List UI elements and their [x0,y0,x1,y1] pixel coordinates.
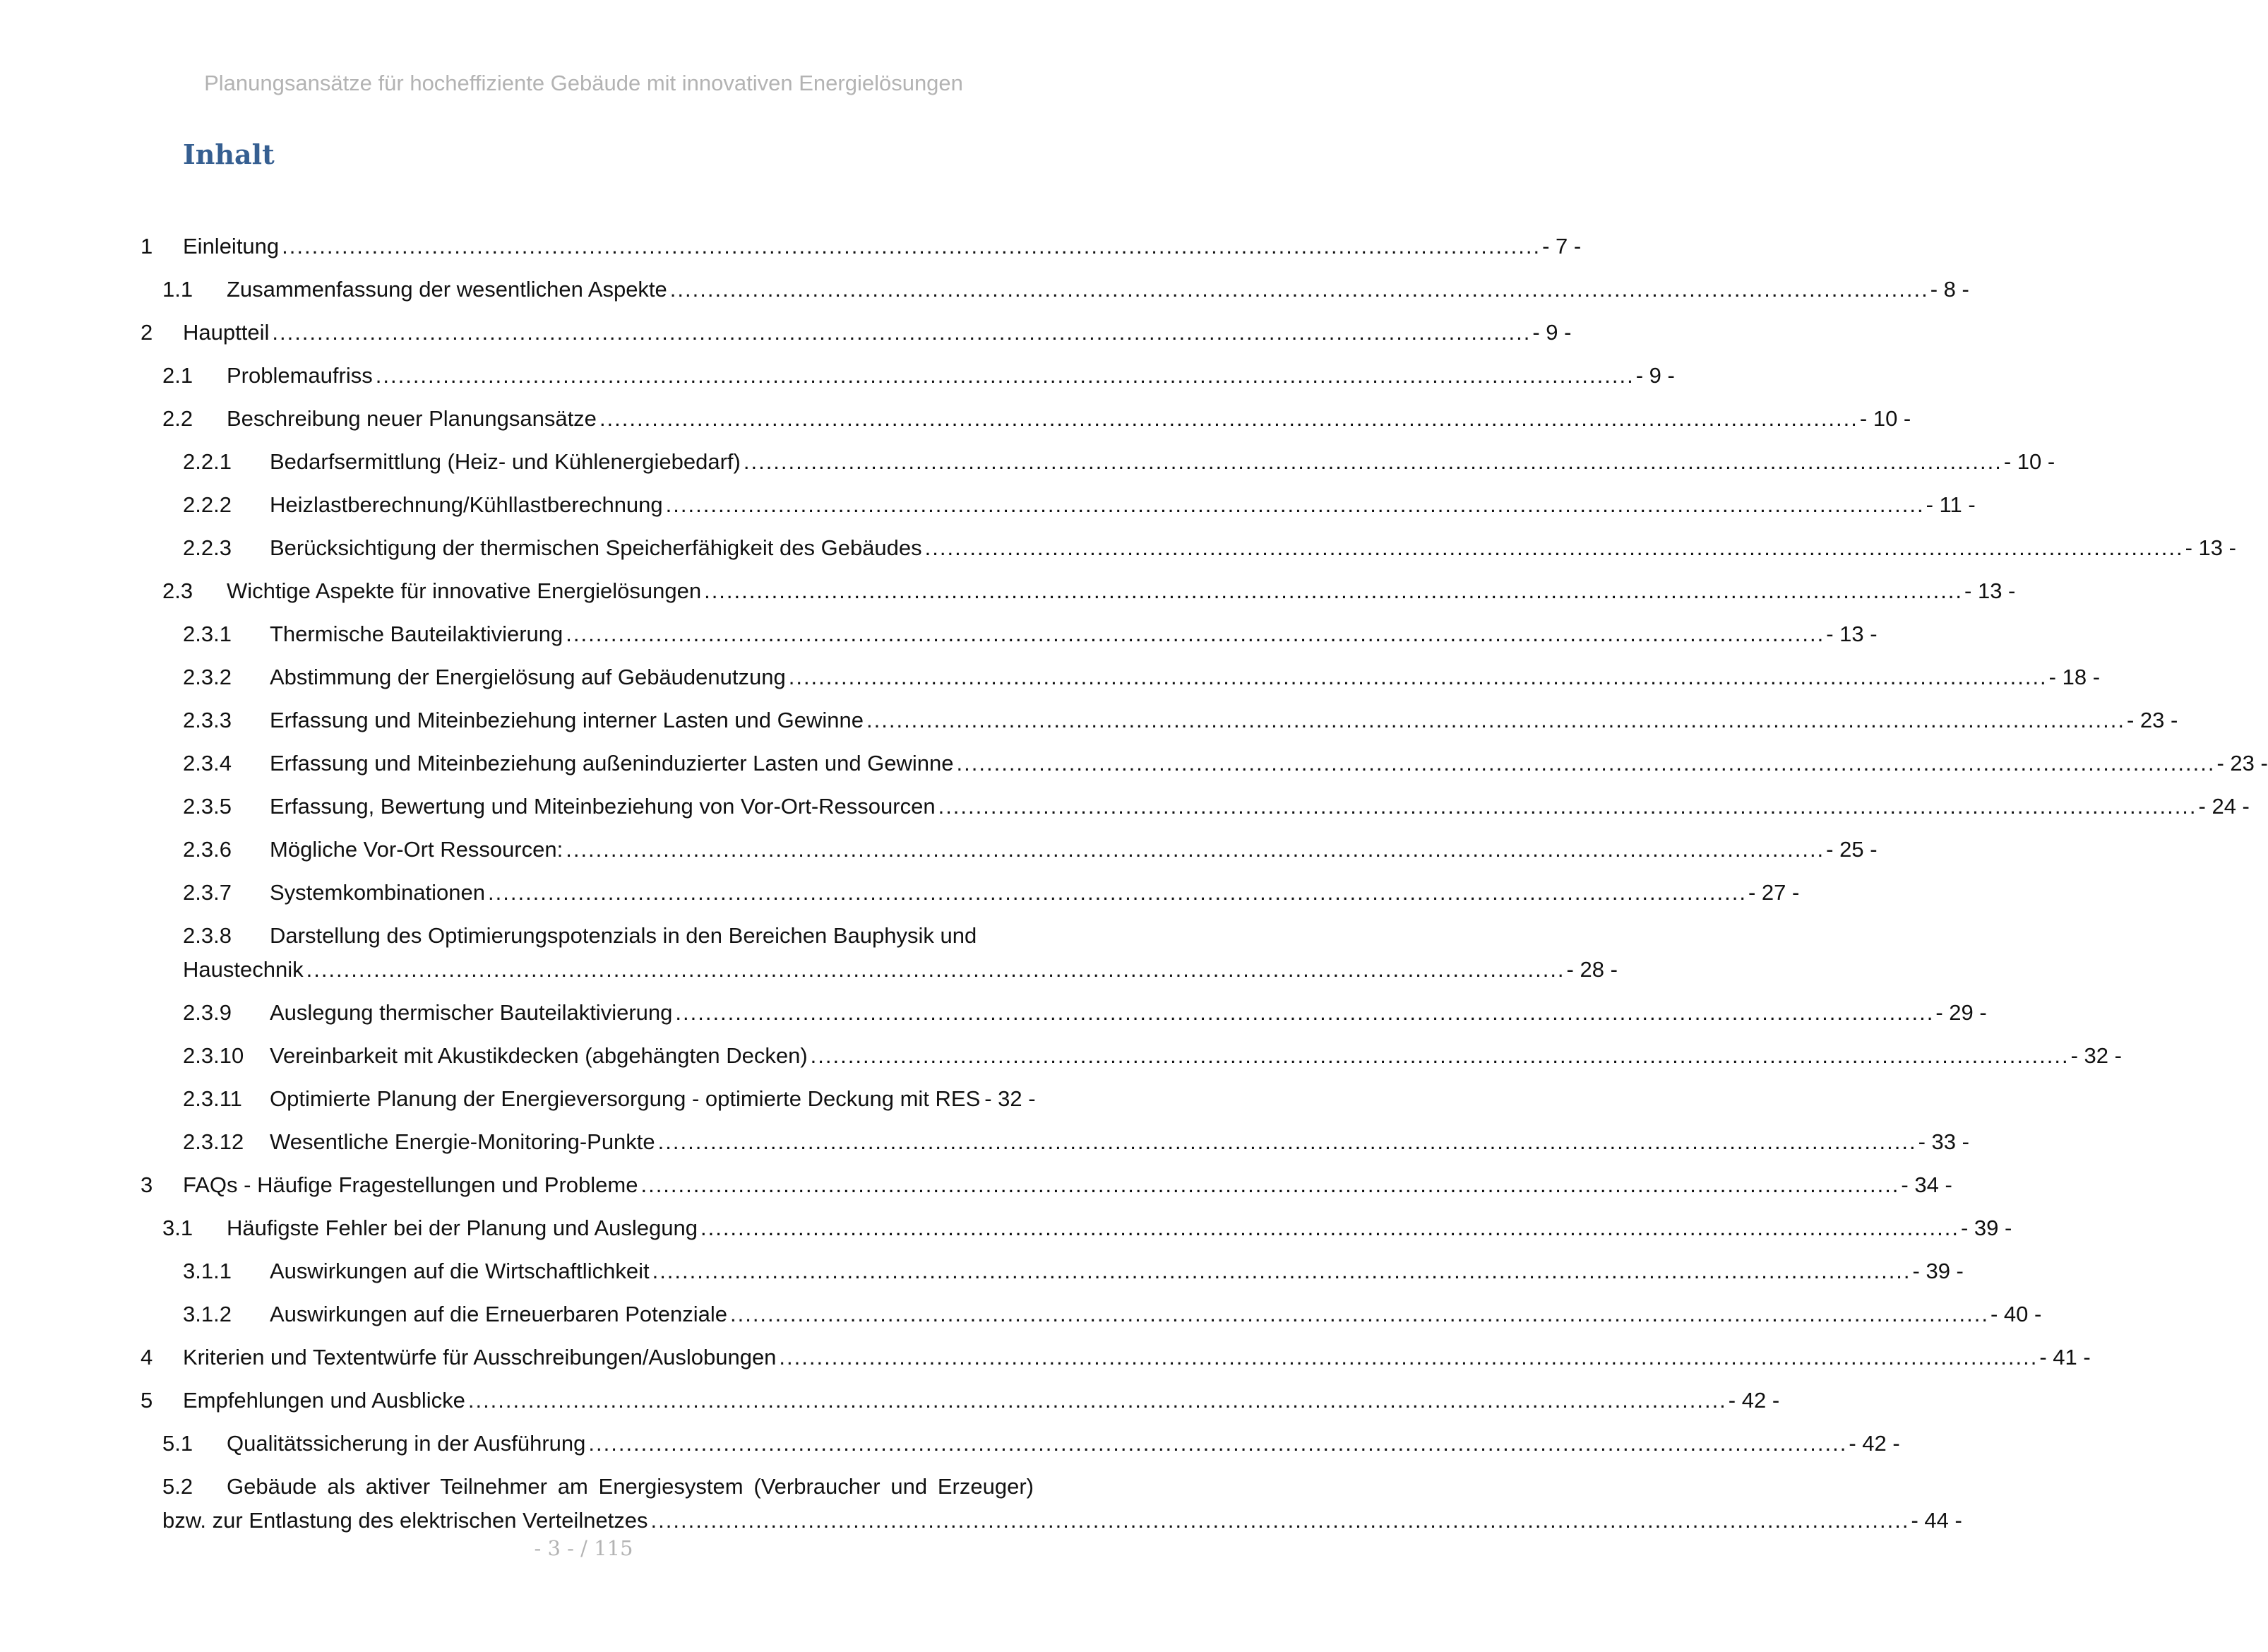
toc-page: - 32 - [2070,1043,2122,1068]
toc-page: - 40 - [1990,1302,2042,1326]
toc-number: 2.3.12 [183,1129,244,1154]
toc-text: Problemaufriss [227,359,376,393]
toc-page: - 18 - [2048,665,2101,689]
toc-entry[interactable]: 2.2.2 Heizlastberechnung/Kühllastberechnung ........................................................................................................................................................................ - 11 - [0,488,1167,522]
toc-number: 2 [141,320,153,345]
toc-number: 2.3.9 [183,1000,232,1025]
toc-text: Erfassung und Miteinbeziehung interner Lasten und Gewinne [270,703,866,737]
toc-text: Erfassung, Bewertung und Miteinbeziehung von Vor-Ort-Ressourcen [270,790,938,824]
toc-number: 2.2.1 [183,449,232,474]
toc-page: - 41 - [2039,1345,2091,1369]
toc-text: Beschreibung neuer Planungsansätze [227,402,599,436]
toc-text: Wesentliche Energie-Monitoring-Punkte [270,1125,658,1159]
toc-entry[interactable]: 2.3.3 Erfassung und Miteinbeziehung interner Lasten und Gewinne ........................................................................................................................................................................ - 23 - [0,703,1167,737]
toc-page: - 11 - [1926,492,1976,517]
toc-text: Erfassung und Miteinbeziehung außeninduzierter Lasten und Gewinne [270,747,957,780]
toc-number: 2.3.2 [183,665,232,689]
toc-text: Mögliche Vor-Ort Ressourcen: [270,833,566,867]
toc-entry-continuation[interactable]: Haustechnik ........................................................................................................................................................................ - 28 - [0,953,1167,987]
toc-page: - 25 - [1826,837,1878,862]
toc-text: Häufigste Fehler bei der Planung und Auslegung [227,1211,700,1245]
running-header: Planungsansätze für hocheffiziente Gebäude mit innovativen Energielösungen [204,71,963,95]
toc-text-line1: Gebäude als aktiver Teilnehmer am Energiesystem (Verbraucher und Erzeuger) [227,1474,1034,1499]
toc-page: - 10 - [1859,406,1911,431]
toc-page: - 24 - [2198,794,2250,819]
toc-entry[interactable]: 2.2.3 Berücksichtigung der thermischen Speicherfähigkeit des Gebäudes ........................................................................................................................................................................ - 13 - [0,531,1167,565]
toc-entry-wrapped[interactable] [0,919,1167,953]
toc-title: Inhalt [183,138,275,170]
toc-text-line2: bzw. zur Entlastung des elektrischen Verteilnetzes [162,1504,651,1538]
toc-number: 5.2 [162,1474,193,1499]
toc-number: 3.1.1 [183,1259,232,1283]
toc-entry[interactable]: 2.3.1 Thermische Bauteilaktivierung ........................................................................................................................................................................ - 13 - [0,617,1167,651]
toc-page: - 33 - [1918,1129,1969,1154]
toc-entry[interactable] [0,1082,1167,1116]
toc-entry[interactable]: 2.3.12 Wesentliche Energie-Monitoring-Punkte ........................................................................................................................................................................ - 33 - [0,1125,1167,1159]
toc-page: - 13 - [1964,578,2016,603]
toc-number: 2.3.4 [183,751,232,776]
toc-number: 2.1 [162,363,193,388]
toc-entry[interactable]: 3.1 Häufigste Fehler bei der Planung und Auslegung ........................................................................................................................................................................ - 39 - [0,1211,1167,1245]
toc-entry[interactable]: 2.2 Beschreibung neuer Planungsansätze ........................................................................................................................................................................ - 10 - [0,402,1167,436]
toc-page: - 7 - [1542,234,1582,259]
toc-number: 3.1.2 [183,1302,232,1326]
toc-entry-continuation[interactable]: bzw. zur Entlastung des elektrischen Verteilnetzes ........................................................................................................................................................................ - 44 - [0,1504,1167,1538]
toc-text: Thermische Bauteilaktivierung [270,617,566,651]
toc-entry[interactable]: 2.1 Problemaufriss ........................................................................................................................................................................ - 9 - [0,359,1167,393]
toc-number: 2.2 [162,406,193,431]
toc-entry[interactable]: 1 Einleitung ........................................................................................................................................................................ - 7 - [0,230,1167,263]
toc-text: Heizlastberechnung/Kühllastberechnung [270,488,666,522]
toc-entry[interactable]: 2.3.6 Mögliche Vor-Ort Ressourcen: ........................................................................................................................................................................ - 25 - [0,833,1167,867]
toc-page: - 42 - [1728,1388,1780,1413]
toc-entry[interactable]: 2.3.7 Systemkombinationen ........................................................................................................................................................................ - 27 - [0,876,1167,910]
toc-page: - 34 - [1901,1172,1952,1197]
toc-number: 1.1 [162,277,193,302]
toc-number: 2.3.7 [183,880,232,905]
toc-page: - 39 - [1960,1216,2012,1240]
toc-text: Auswirkungen auf die Erneuerbaren Potenziale [270,1297,730,1331]
toc-text: Empfehlungen und Ausblicke [183,1384,468,1418]
toc-number: 3 [141,1172,153,1197]
toc-number: 2.3.6 [183,837,232,862]
toc-page: - 10 - [2003,449,2055,474]
toc-text: Vereinbarkeit mit Akustikdecken (abgehängten Decken) [270,1039,811,1073]
toc-number: 2.3.3 [183,708,232,732]
toc-entry[interactable]: 2.2.1 Bedarfsermittlung (Heiz- und Kühlenergiebedarf) ........................................................................................................................................................................ - 10 - [0,445,1167,479]
toc-text: Abstimmung der Energielösung auf Gebäudenutzung [270,660,789,694]
toc-page: - 8 - [1930,277,1969,302]
toc-text: Einleitung [183,230,282,263]
toc-page: - 23 - [2126,708,2178,732]
toc-number: 2.3 [162,578,193,603]
toc-entry[interactable]: 3.1.2 Auswirkungen auf die Erneuerbaren Potenziale ........................................................................................................................................................................ - 40 - [0,1297,1167,1331]
toc-number: 1 [141,234,153,259]
toc-entry[interactable]: 2.3.2 Abstimmung der Energielösung auf Gebäudenutzung ........................................................................................................................................................................ - 18 - [0,660,1167,694]
toc-number: 5.1 [162,1431,193,1456]
toc-text: Wichtige Aspekte für innovative Energielösungen [227,574,704,608]
toc-text: Systemkombinationen [270,876,488,910]
toc-text-line2: Haustechnik [183,953,306,987]
toc-entry[interactable]: 2.3 Wichtige Aspekte für innovative Energielösungen ........................................................................................................................................................................ - 13 - [0,574,1167,608]
toc-entry[interactable]: 2.3.5 Erfassung, Bewertung und Miteinbeziehung von Vor-Ort-Ressourcen ........................................................................................................................................................................ - 24 - [0,790,1167,824]
toc-page: - 28 - [1566,957,1618,982]
toc-page: - 44 - [1911,1508,1962,1533]
toc-text: Zusammenfassung der wesentlichen Aspekte [227,273,670,307]
toc-text: Bedarfsermittlung (Heiz- und Kühlenergiebedarf) [270,445,744,479]
toc-text: Auslegung thermischer Bauteilaktivierung [270,996,675,1030]
toc-page: - 42 - [1849,1431,1900,1456]
toc-page: - 39 - [1912,1259,1964,1283]
toc-page: - 27 - [1748,880,1800,905]
toc-entry[interactable]: 3.1.1 Auswirkungen auf die Wirtschaftlichkeit ........................................................................................................................................................................ - 39 - [0,1254,1167,1288]
toc-page: - 13 - [2185,535,2236,560]
toc-entry[interactable]: 5 Empfehlungen und Ausblicke ........................................................................................................................................................................ - 42 - [0,1384,1167,1418]
toc-number: 2.3.8 [183,923,232,948]
toc-entry[interactable]: 2.3.9 Auslegung thermischer Bauteilaktivierung ........................................................................................................................................................................ - 29 - [0,996,1167,1030]
toc-number: 3.1 [162,1216,193,1240]
toc-text: Optimierte Planung der Energieversorgung - optimierte Deckung mit RES [270,1082,983,1116]
toc-entry[interactable]: 2 Hauptteil ........................................................................................................................................................................ - 9 - [0,316,1167,350]
toc-text: FAQs - Häufige Fragestellungen und Probleme [183,1168,640,1202]
toc-entry[interactable]: 5.1 Qualitätssicherung in der Ausführung ........................................................................................................................................................................ - 42 - [0,1427,1167,1461]
toc-page: - 29 - [1935,1000,1987,1025]
toc-entry[interactable]: 3 FAQs - Häufige Fragestellungen und Probleme ........................................................................................................................................................................ - 34 - [0,1168,1167,1202]
toc-number: 5 [141,1388,153,1413]
toc-entry-wrapped[interactable] [0,1470,1167,1504]
toc-entry[interactable]: 2.3.4 Erfassung und Miteinbeziehung außeninduzierter Lasten und Gewinne ........................................................................................................................................................................ - 23 - [0,747,1167,780]
toc-text: Auswirkungen auf die Wirtschaftlichkeit [270,1254,652,1288]
toc-entry[interactable]: 4 Kriterien und Textentwürfe für Ausschreibungen/Auslobungen ........................................................................................................................................................................ - 41 - [0,1341,1167,1374]
page-footer: - 3 - / 115 [534,1536,633,1560]
toc-text: Hauptteil [183,316,272,350]
toc-number: 2.2.2 [183,492,232,517]
toc-text: Berücksichtigung der thermischen Speicherfähigkeit des Gebäudes [270,531,925,565]
toc-page: - 13 - [1826,622,1878,646]
toc-entry[interactable]: 2.3.10 Vereinbarkeit mit Akustikdecken (abgehängten Decken) ........................................................................................................................................................................ - 32 - [0,1039,1167,1073]
toc-page: - 32 - [984,1086,1036,1111]
toc-page: - 9 - [1635,363,1675,388]
toc-page: - 9 - [1532,320,1572,345]
toc-number: 2.2.3 [183,535,232,560]
toc-text: Qualitätssicherung in der Ausführung [227,1427,588,1461]
toc-number: 4 [141,1345,153,1369]
toc-number: 2.3.11 [183,1086,242,1111]
toc-page: - 23 - [2216,751,2268,776]
toc-text: Kriterien und Textentwürfe für Ausschreibungen/Auslobungen [183,1341,779,1374]
toc-number: 2.3.5 [183,794,232,819]
toc-number: 2.3.1 [183,622,232,646]
toc-number: 2.3.10 [183,1043,244,1068]
toc-text-line1: Darstellung des Optimierungspotenzials in den Bereichen Bauphysik und [270,923,977,948]
toc-entry[interactable]: 1.1 Zusammenfassung der wesentlichen Aspekte ........................................................................................................................................................................ - 8 - [0,273,1167,307]
